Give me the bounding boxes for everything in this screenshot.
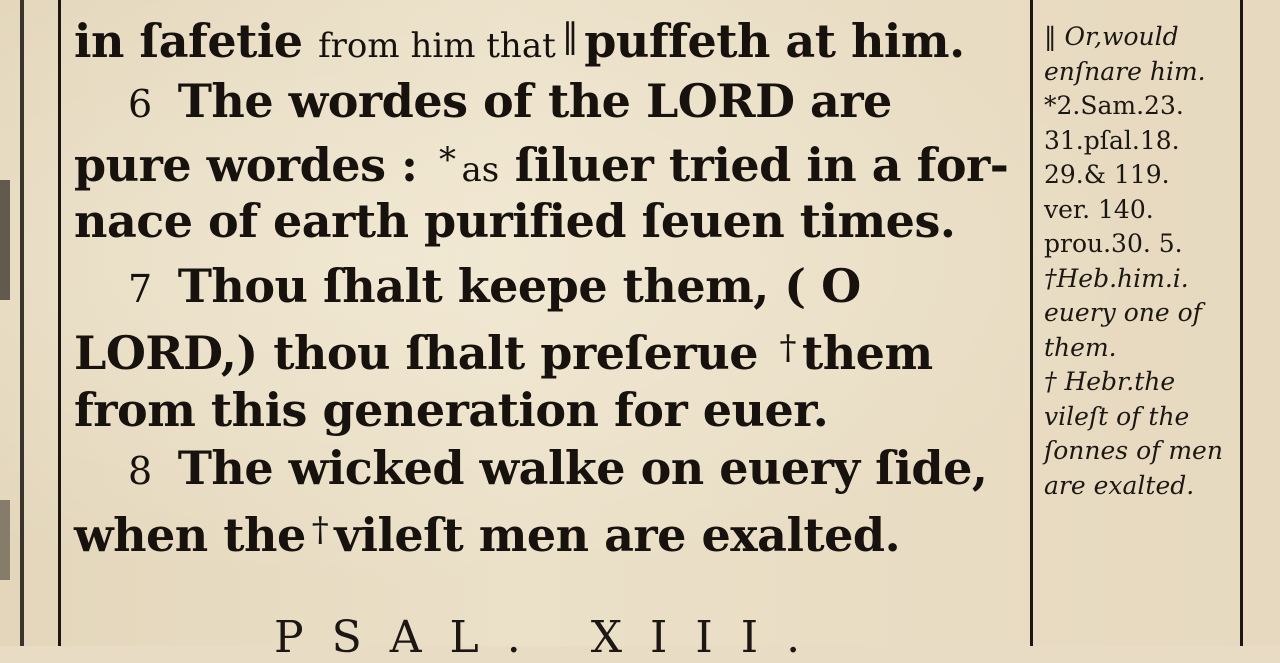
- verse-8: 8 The wicked walke on euery ſide,: [128, 441, 988, 495]
- text-line: pure wordes : * as ſiluer tried in a for-: [74, 138, 1009, 192]
- margin-note-line: them.: [1044, 332, 1117, 362]
- margin-note-line: enſnare him.: [1044, 56, 1206, 86]
- parallel-mark: ‖: [561, 16, 579, 56]
- text-line: from this generation for euer.: [74, 383, 829, 437]
- margin-note-line: prou.30. 5.: [1044, 229, 1183, 258]
- right-border-rule: [1240, 0, 1243, 646]
- verse-6: 6 The wordes of the LORD are: [128, 74, 892, 128]
- margin-note-line: vileſt of the: [1044, 401, 1190, 431]
- margin-note-line: ver. 140.: [1044, 194, 1154, 224]
- main-text-column: [74, 0, 1022, 663]
- verse-7: 7 Thou ſhalt keepe them, ( O: [128, 259, 861, 313]
- dagger-mark: †: [311, 510, 329, 550]
- previous-page-edge: [0, 500, 10, 580]
- margin-note-line: are exalted.: [1044, 470, 1195, 500]
- text-line: LORD,) thou ſhalt preſerue † them: [74, 326, 933, 380]
- text-line: when the † vileſt men are exalted.: [74, 508, 901, 562]
- margin-note-line: ſonnes of men: [1044, 436, 1223, 465]
- verse-number: 6: [128, 82, 152, 126]
- left-column-rule: [58, 0, 61, 646]
- text-line: nace of earth purified ſeuen times.: [74, 194, 956, 248]
- margin-notes-column: [1044, 20, 1234, 503]
- outer-border-rule: [20, 0, 24, 646]
- margin-note-line: † Hebr.the: [1044, 367, 1176, 396]
- psalm-heading: PSAL. XIII.: [274, 612, 829, 663]
- verse-number: 8: [128, 449, 152, 493]
- previous-page-edge: [0, 180, 10, 300]
- margin-column-rule: [1030, 0, 1033, 646]
- dagger-mark: †: [779, 328, 796, 368]
- asterisk-mark: *: [438, 140, 456, 180]
- margin-note-line: 31.pſal.18.: [1044, 125, 1180, 155]
- text-line: in ſafetie from him that ‖ puffeth at him.: [74, 14, 965, 68]
- verse-number: 7: [128, 267, 152, 311]
- margin-note-line: ‖ Or,would: [1044, 22, 1179, 51]
- margin-note-line: *2.Sam.23.: [1044, 91, 1184, 120]
- margin-note-line: 29.& 119.: [1044, 160, 1170, 189]
- margin-note-line: euery one of: [1044, 298, 1202, 327]
- margin-note-line: †Heb.him.i.: [1044, 263, 1189, 293]
